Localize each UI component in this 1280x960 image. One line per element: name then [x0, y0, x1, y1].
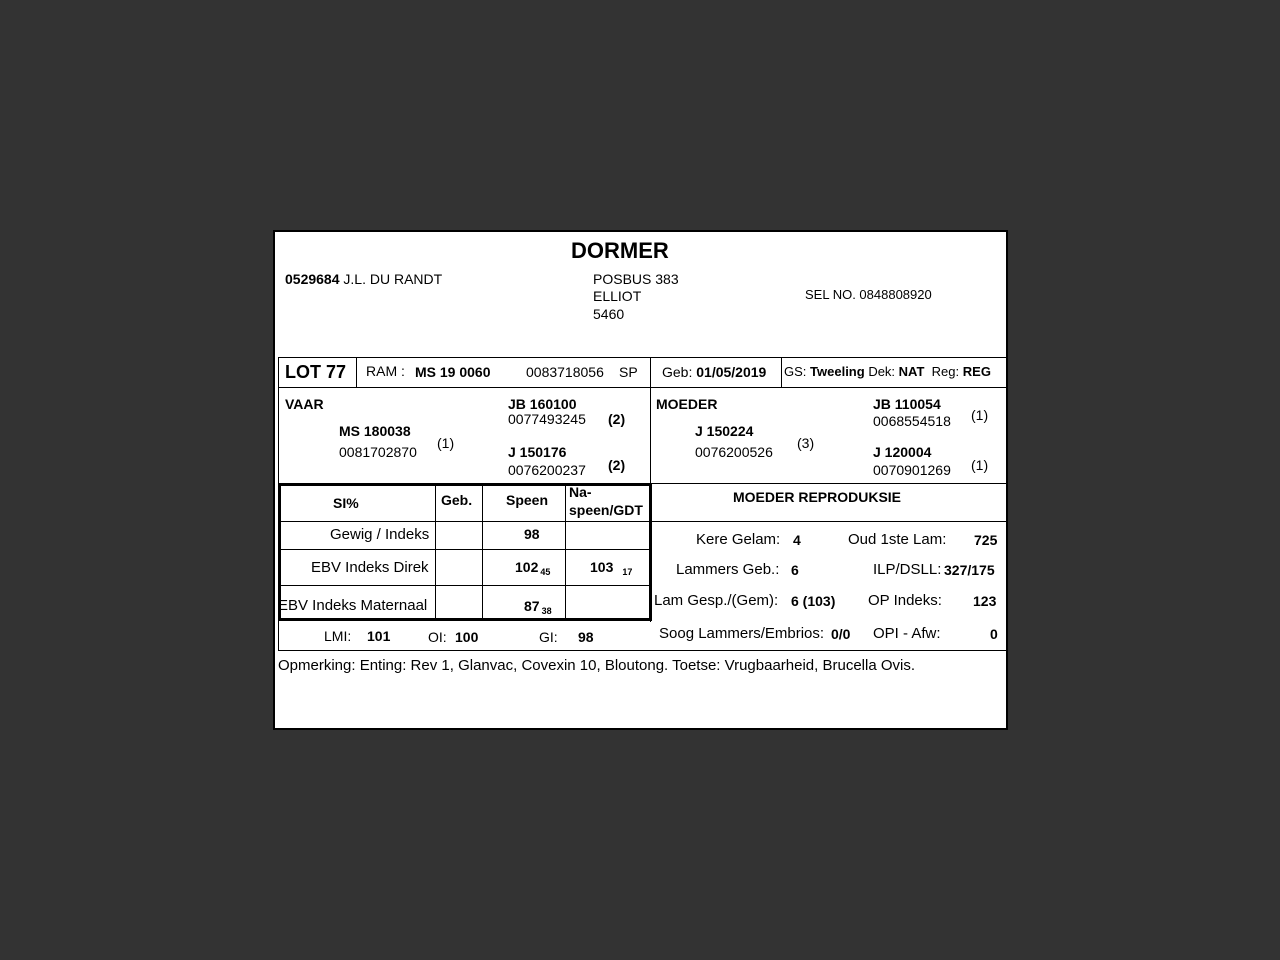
sire-dam-count: (2): [608, 457, 626, 473]
ilp-value: 327/175: [944, 562, 995, 578]
address-line3: 5460: [593, 306, 625, 322]
row-direk-speen-value: 102: [515, 559, 539, 575]
gs-value: Tweeling: [810, 364, 865, 379]
reg-label: Reg:: [931, 364, 960, 379]
naspeen-header-line2: speen/GDT: [569, 502, 643, 518]
lmi-value: 101: [367, 628, 391, 644]
oi-label: OI:: [428, 629, 447, 645]
lmi-label: LMI:: [324, 628, 352, 644]
row-maternaal-speen-acc: 38: [541, 606, 552, 616]
sire-dam-reg: 0076200237: [508, 462, 586, 478]
row-gewig-speen: 98: [524, 526, 540, 542]
ram-suffix: SP: [619, 364, 638, 380]
row-direk-na-value: 103: [590, 559, 614, 575]
sire-sire-id: JB 160100: [508, 396, 577, 412]
dam-dam-count: (1): [971, 457, 989, 473]
repro-title: MOEDER REPRODUKSIE: [733, 489, 902, 505]
lot-number: LOT 77: [285, 362, 347, 382]
gs-label: GS:: [784, 364, 807, 379]
birth-date: [662, 364, 766, 380]
gi-label: GI:: [539, 629, 558, 645]
soog-value: 0/0: [831, 626, 851, 642]
dam-sire-count: (1): [971, 407, 989, 423]
ram-label: RAM :: [366, 363, 405, 379]
row-direk-speen-acc: 45: [540, 567, 551, 577]
si-header: SI%: [333, 495, 359, 511]
row-maternaal-label: EBV Indeks Maternaal: [278, 597, 428, 614]
cell-number: SEL NO. 0848808920: [805, 287, 932, 302]
dam-label: MOEDER: [656, 396, 718, 412]
gesp-value: 6 (103): [791, 593, 836, 609]
oi-value: 100: [455, 629, 479, 645]
sale-card: [273, 230, 1008, 730]
op-label: OP Indeks:: [868, 592, 942, 609]
kere-label: Kere Gelam:: [696, 531, 781, 548]
dek-value: NAT: [898, 364, 925, 379]
row-maternaal-speen: [524, 598, 552, 616]
row-direk-na: [590, 559, 632, 577]
dek-label: Dek:: [868, 364, 896, 379]
ilp-label: ILP/DSLL:: [873, 561, 942, 578]
sire-sire-count: (2): [608, 411, 626, 427]
gesp-label: Lam Gesp./(Gem):: [654, 592, 779, 609]
dam-dam-reg: 0070901269: [873, 462, 951, 478]
sire-count: (1): [437, 435, 455, 451]
owner-code: 0529684: [285, 271, 340, 287]
address-line2: ELLIOT: [593, 288, 642, 304]
row-direk-speen: [515, 559, 550, 577]
gi-value: 98: [578, 629, 594, 645]
kere-value: 4: [793, 532, 801, 548]
dam-id: J 150224: [695, 423, 754, 439]
address-line1: POSBUS 383: [593, 271, 679, 287]
birth-label: Geb:: [662, 364, 693, 380]
dam-dam-id: J 120004: [873, 444, 932, 460]
sire-dam-id: J 150176: [508, 444, 567, 460]
row-gewig-label: Gewig / Indeks: [330, 526, 430, 543]
owner-name: J.L. DU RANDT: [343, 271, 443, 287]
op-value: 123: [973, 593, 997, 609]
soog-label: Soog Lammers/Embrios:: [659, 625, 825, 642]
ram-id: MS 19 0060: [415, 364, 491, 380]
dam-sire-id: JB 110054: [873, 396, 941, 412]
remark: Opmerking: Enting: Rev 1, Glanvac, Covexin 10, Bloutong. Toetse: Vrugbaarheid, Brucella Ovis.: [278, 657, 916, 674]
breed-title: DORMER: [571, 238, 669, 263]
sire-id: MS 180038: [339, 423, 411, 439]
lammers-value: 6: [791, 562, 799, 578]
owner-line: [285, 271, 442, 287]
sire-label: VAAR: [285, 396, 324, 412]
sire-reg: 0081702870: [339, 444, 417, 460]
dam-sire-reg: 0068554518: [873, 413, 951, 429]
row-maternaal-speen-value: 87: [524, 598, 540, 614]
reg-value: REG: [962, 364, 991, 379]
oud-label: Oud 1ste Lam:: [848, 531, 947, 548]
sire-sire-reg: 0077493245: [508, 411, 586, 427]
naspeen-header-line1: Na-: [569, 484, 592, 500]
gs-info: [784, 364, 991, 379]
ram-reg: 0083718056: [526, 364, 604, 380]
lammers-label: Lammers Geb.:: [676, 561, 780, 578]
oud-value: 725: [974, 532, 998, 548]
row-direk-label: EBV Indeks Direk: [311, 559, 429, 576]
speen-header: Speen: [506, 492, 549, 508]
dam-count: (3): [797, 435, 815, 451]
geb-header: Geb.: [441, 492, 473, 508]
birth-value: 01/05/2019: [696, 364, 767, 380]
row-direk-na-acc: 17: [622, 567, 633, 577]
dam-reg: 0076200526: [695, 444, 773, 460]
opi-value: 0: [990, 626, 998, 642]
opi-label: OPI - Afw:: [873, 625, 941, 642]
